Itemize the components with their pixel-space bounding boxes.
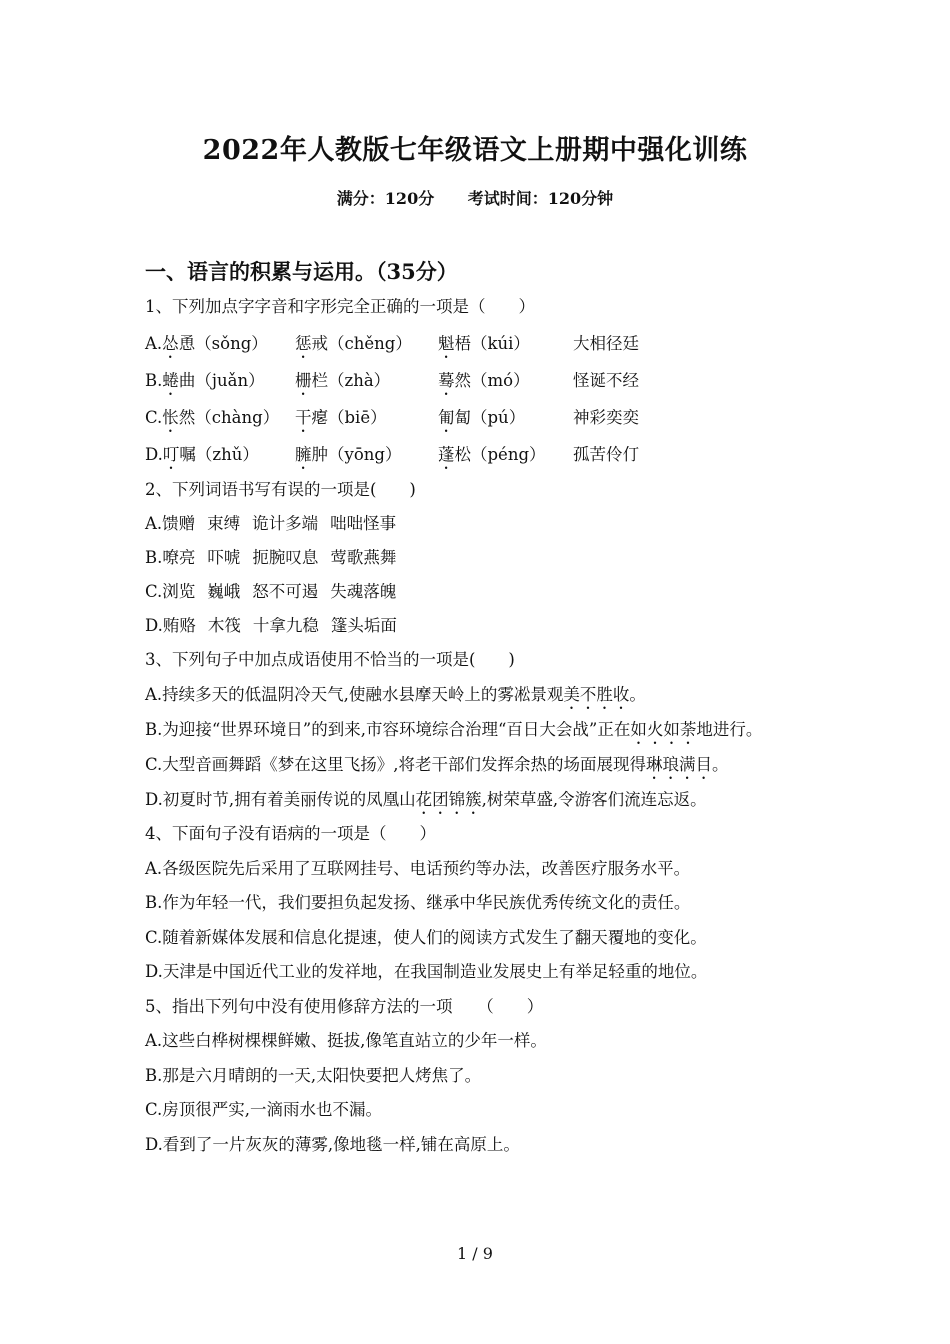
question-1-option-d <box>145 436 825 473</box>
dotted-idiom: 琳琅满目 <box>646 755 713 774</box>
option-word-4: 孤苦伶仃 <box>573 444 639 464</box>
question-2-option-c: C.浏览 巍峨 怒不可遏 失魂落魄 <box>145 582 397 601</box>
question-2-option-d: D.贿赂 木筏 十拿九稳 篷头垢面 <box>145 616 397 635</box>
question-2-option-b: B.嘹亮 吓唬 扼腕叹息 莺歌燕舞 <box>145 548 397 567</box>
questions <box>145 290 825 1162</box>
page-title: 2022年人教版七年级语文上册期中强化训练 <box>202 135 748 166</box>
dotted-idiom: 花团锦簇 <box>415 789 482 809</box>
question-4-option-c: C.随着新媒体发展和信息化提速，使人们的阅读方式发生了翻天覆地的变化。 <box>145 927 707 947</box>
option-word-4: 怪诞不经 <box>573 370 639 390</box>
section-heading: 一、语言的积累与运用。（35分） <box>145 259 458 284</box>
page-number: 1 / 9 <box>457 1244 493 1263</box>
option-word-2: 干瘪（biē） <box>295 407 387 427</box>
question-5-stem: 5、指出下列句中没有使用修辞方法的一项 （ ） <box>145 996 544 1016</box>
question-1-option-a <box>145 325 825 362</box>
question-3-stem: 3、下列句子中加点成语使用不恰当的一项是( ) <box>145 650 515 669</box>
question-2-stem: 2、下列词语书写有误的一项是( ) <box>145 479 416 499</box>
option-word-3: 蓬松（péng） <box>438 444 546 464</box>
question-5-option-d: D.看到了一片灰灰的薄雾,像地毯一样,铺在高原上。 <box>145 1134 520 1154</box>
exam-time: 考试时间：120分钟 <box>467 189 614 208</box>
option-word-2: 臃肿（yōng） <box>295 444 402 464</box>
option-word-3: 匍匐（pú） <box>438 407 526 427</box>
dotted-idiom: 美不胜收 <box>563 684 630 704</box>
question-4-option-a: A.各级医院先后采用了互联网挂号、电话预约等办法，改善医疗服务水平。 <box>145 858 691 878</box>
question-2-option-a: A.馈赠 束缚 诡计多端 咄咄怪事 <box>145 514 397 533</box>
option-word-4: 大相径廷 <box>573 333 639 353</box>
question-3-option-a: A.持续多天的低温阴冷天气,使融水县摩天岭上的雾凇景观美不胜收。 <box>145 684 646 704</box>
question-4-option-b: B.作为年轻一代，我们要担负起发扬、继承中华民族优秀传统文化的责任。 <box>145 893 691 912</box>
exam-info <box>0 186 950 209</box>
question-1-stem: 1、下列加点字字音和字形完全正确的一项是（ ） <box>145 297 535 316</box>
full-score: 满分：120分 <box>336 189 435 208</box>
question-3-option-b: B.为迎接“世界环境日”的到来,市容环境综合治理“百日大会战”正在如火如荼地进行。 <box>145 720 763 739</box>
question-1-option-c <box>145 399 825 436</box>
option-word-3: 魁梧（kúi） <box>438 333 530 353</box>
question-5-option-c: C.房顶很严实,一滴雨水也不漏。 <box>145 1100 383 1119</box>
question-3-option-c: C.大型音画舞蹈《梦在这里飞扬》,将老干部们发挥余热的场面展现得琳琅满目。 <box>145 755 729 774</box>
question-4-option-d: D.天津是中国近代工业的发祥地，在我国制造业发展史上有举足轻重的地位。 <box>145 962 708 981</box>
option-word-1: B.蜷曲（juǎn） <box>145 370 265 390</box>
question-5-option-a: A.这些白桦树棵棵鲜嫩、挺拔,像笔直站立的少年一样。 <box>145 1031 547 1050</box>
question-5-option-b: B.那是六月晴朗的一天,太阳快要把人烤焦了。 <box>145 1065 482 1085</box>
option-word-1: C.怅然（chàng） <box>145 407 280 427</box>
question-4-stem: 4、下面句子没有语病的一项是（ ） <box>145 824 436 843</box>
question-1-option-b <box>145 362 825 399</box>
option-word-2: 惩戒（chěng） <box>295 333 412 353</box>
option-word-1: A.怂恿（sǒng） <box>145 333 268 353</box>
option-word-3: 蓦然（mó） <box>438 370 530 390</box>
option-word-1: D.叮嘱（zhǔ） <box>145 444 259 464</box>
option-word-4: 神彩奕奕 <box>573 407 639 427</box>
question-3-option-d: D.初夏时节,拥有着美丽传说的凤凰山花团锦簇,树荣草盛,令游客们流连忘返。 <box>145 789 707 809</box>
dotted-idiom: 如火如荼 <box>630 720 697 739</box>
option-word-2: 栅栏（zhà） <box>295 370 391 390</box>
